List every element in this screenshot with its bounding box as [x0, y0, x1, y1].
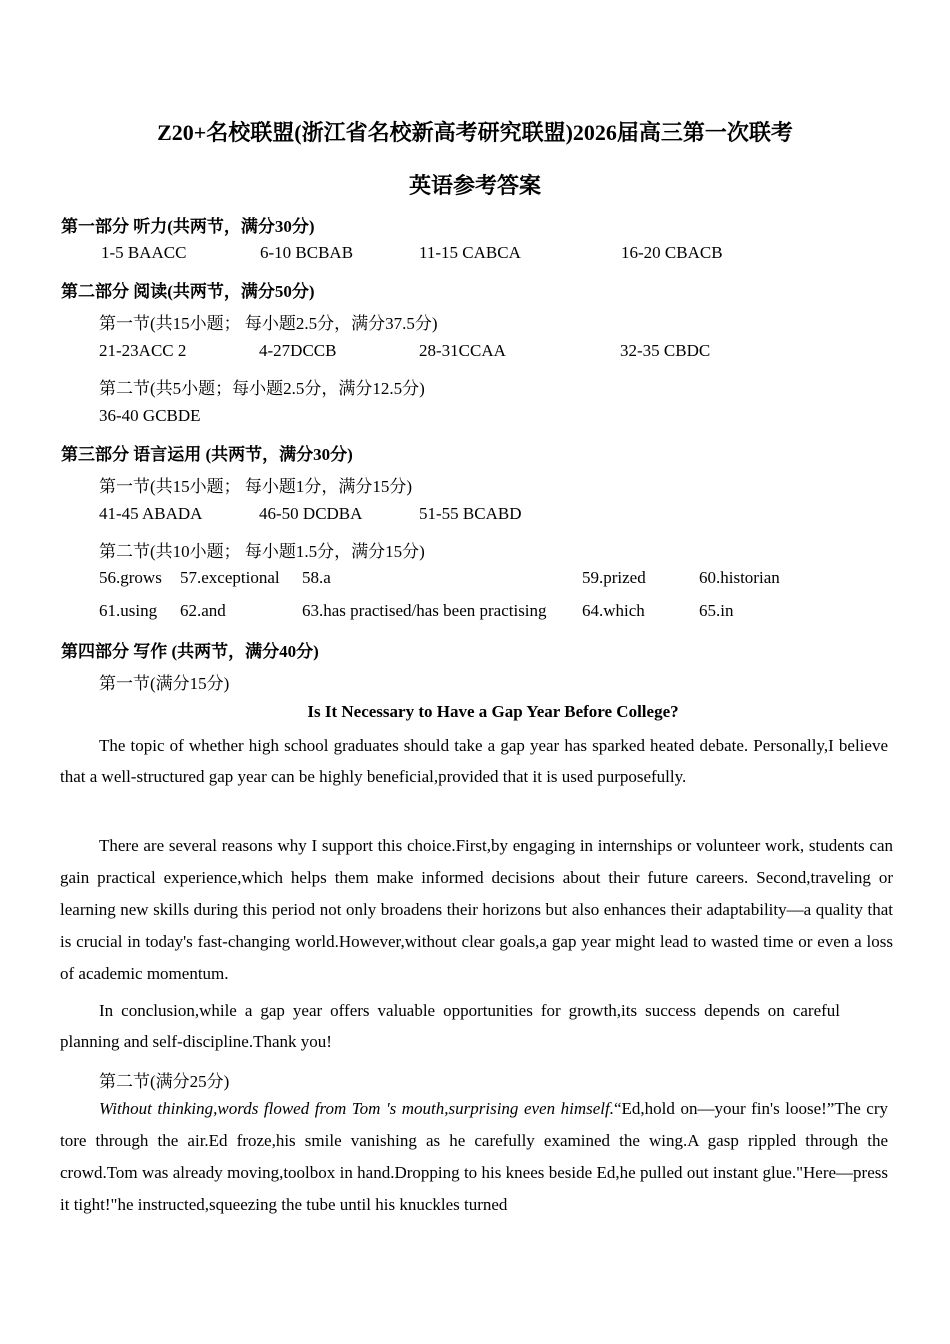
- story-continuation: “Ed,hold on—your fin's loose!”The cry tore through the air.Ed froze,his smile vanishing as he carefully examined the wing.A gasp rippled through the crowd.Tom was already moving,toolbox in hand.Dropping to his knees beside Ed,he pulled out instant glue."Here—press it tight!"he instructed,squeezing the tube until his knuckles turned: [60, 1099, 889, 1214]
- essay-paragraph-text: In conclusion,while a gap year offers valuable opportunities for growth,its success depends on careful planning and self-discipline.Thank you!: [60, 1001, 840, 1051]
- answer-group: 46-50 DCDBA: [259, 504, 363, 523]
- answer-item: 58.a: [302, 568, 331, 587]
- answer-item: 56.grows: [99, 568, 162, 587]
- part3-heading: 第三部分 语言运用 (共两节，满分30分): [61, 445, 353, 464]
- part2-section2-label: 第二节(共5小题；每小题2.5分，满分12.5分): [99, 379, 425, 398]
- story-given-sentence: Without thinking,words flowed from Tom 's mouth,surprising even himself.: [99, 1099, 614, 1118]
- essay-paragraph: [60, 730, 888, 792]
- answer-group: 28-31CCAA: [419, 341, 506, 360]
- answer-group: 4-27DCCB: [259, 341, 337, 360]
- essay-paragraph-text: There are several reasons why I support this choice.First,by engaging in internships or volunteer work, students can gain practical experience,which helps them make informed decisions about their future careers. Second,traveling or learning new skills during this period not only broadens their horizons but also enhances their adaptability—a quality that is crucial in today's fast-changing world.However,without clear goals,a gap year might lead to wasted time or even a loss of academic momentum.: [60, 836, 893, 983]
- answer-group: 41-45 ABADA: [99, 504, 203, 523]
- story-paragraph: [60, 1093, 888, 1221]
- answer-item: 62.and: [180, 601, 226, 620]
- answer-group: 21-23ACC 2: [99, 341, 187, 360]
- answer-group: 1-5 BAACC: [101, 243, 187, 262]
- answer-item: 59.prized: [582, 568, 646, 587]
- answer-group: 16-20 CBACB: [621, 243, 723, 262]
- part1-heading: 第一部分 听力(共两节，满分30分): [61, 217, 315, 236]
- answer-group: 32-35 CBDC: [620, 341, 711, 360]
- answer-group: 36-40 GCBDE: [99, 406, 201, 425]
- answer-item: 63.has practised/has been practising: [302, 601, 547, 620]
- part3-section1-label: 第一节(共15小题； 每小题1分，满分15分): [99, 477, 413, 496]
- essay-paragraph-text: The topic of whether high school graduates should take a gap year has sparked heated debate. Personally,I believe that a well-structured gap year can be highly beneficial,provided that it is used purposefully.: [60, 736, 888, 786]
- answer-item: 60.historian: [699, 568, 780, 587]
- answer-group: 51-55 BCABD: [419, 504, 522, 523]
- answer-item: 65.in: [699, 601, 734, 620]
- part4-section1-label: 第一节(满分15分): [99, 674, 230, 693]
- answer-item: 57.exceptional: [180, 568, 280, 587]
- essay-title: Is It Necessary to Have a Gap Year Before College?: [307, 702, 679, 721]
- part2-section1-label: 第一节(共15小题； 每小题2.5分，满分37.5分): [99, 314, 438, 333]
- essay-paragraph: [60, 995, 840, 1057]
- document-title: Z20+名校联盟(浙江省名校新高考研究联盟)2026届高三第一次联考: [157, 120, 793, 145]
- part4-heading: 第四部分 写作 (共两节，满分40分): [61, 642, 319, 661]
- part3-section2-label: 第二节(共10小题； 每小题1.5分，满分15分): [99, 542, 425, 561]
- answer-group: 11-15 CABCA: [419, 243, 521, 262]
- part4-section2-label: 第二节(满分25分): [99, 1072, 230, 1091]
- essay-paragraph: [60, 830, 893, 990]
- part2-heading: 第二部分 阅读(共两节，满分50分): [61, 282, 315, 301]
- document-subtitle: 英语参考答案: [408, 173, 541, 198]
- answer-item: 61.using: [99, 601, 158, 620]
- answer-item: 64.which: [582, 601, 645, 620]
- answer-group: 6-10 BCBAB: [260, 243, 354, 262]
